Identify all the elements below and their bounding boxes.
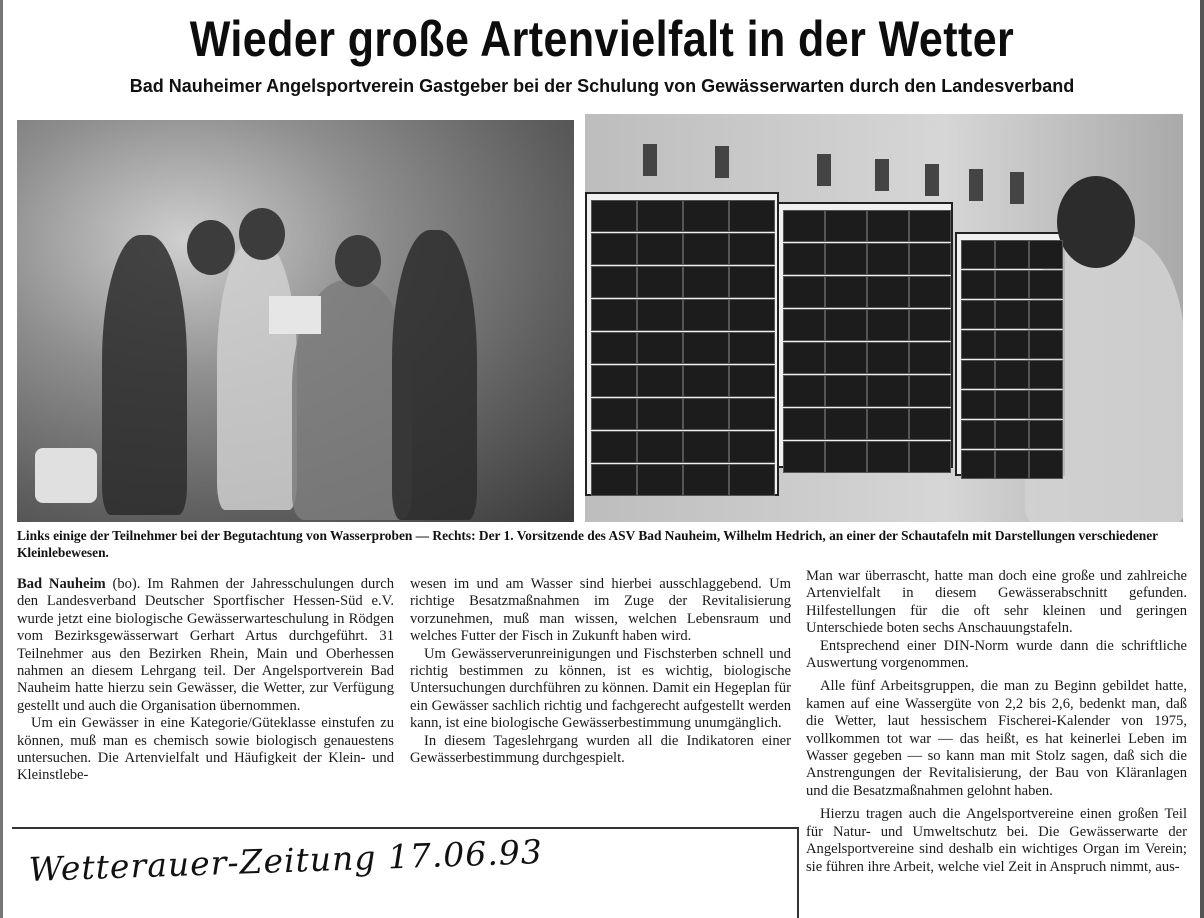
paragraph: Alle fünf Arbeitsgruppen, die man zu Beginn gebildet hatte, kamen auf eine Wassergüte von 2,2 bis 2,6, bedenkt man, daß die Wetter, laut hessischem Fischerei-Kalender von 1975, vollkommen tot war — das heißt, es hat keinerlei Leben im Wasser gegeben — so kann man mit Stolz sagen, daß sich die Anstrengungen der Revitalisierung, der Bau von Kläranlagen und die Besatzmaßnahmen gelohnt haben. <box>806 678 1187 799</box>
photo-water-samples <box>17 120 574 522</box>
specimen-picture <box>825 375 867 407</box>
text-column-1 <box>17 576 394 785</box>
specimen-picture <box>637 200 683 232</box>
specimen-picture <box>591 365 637 397</box>
person-head <box>187 220 235 275</box>
board-clip <box>643 144 657 176</box>
specimen-picture <box>995 390 1029 419</box>
text-column-2 <box>410 576 791 767</box>
specimen-picture <box>729 431 775 463</box>
specimen-picture <box>961 390 995 419</box>
board-clip <box>1010 172 1024 204</box>
specimen-picture <box>961 300 995 329</box>
specimen-picture <box>683 398 729 430</box>
specimen-picture <box>683 299 729 331</box>
specimen-picture <box>909 342 951 374</box>
specimen-picture <box>783 243 825 275</box>
specimen-picture <box>1029 330 1063 359</box>
specimen-picture <box>867 276 909 308</box>
paragraph: In diesem Tageslehrgang wurden all die Indikatoren einer Gewässerbestimmung durchgespielt. <box>410 732 791 767</box>
specimen-picture <box>729 464 775 496</box>
paragraph: (bo). Im Rahmen der Jahresschulungen durch den Landesverband Deutscher Sportfischer Hessen-Süd e.V. wurde jetzt eine biologische Gewässerwarteschulung in Rödgen vom Bezirksgewässerwart Gerhart Artus durchgeführt. 31 Teilnehmer aus den Bezirken Rhein, Main und Oberhessen nahmen an diesem Lehrgang teil. Der Angelsportverein Bad Nauheim hatte hierzu sein Gewässer, die Wetter, zur Verfügung gestellt und auch die Organisation übernommen. <box>17 576 394 714</box>
specimen-picture <box>729 200 775 232</box>
person-figure <box>217 240 297 510</box>
specimen-picture <box>867 210 909 242</box>
paragraph: wesen im und am Wasser sind hierbei ausschlaggebend. Um richtige Besatzmaßnahmen im Zuge der Revitalisierung vorzunehmen, muß man wissen, welchen Lebensraum und welches Futter der Fisch in Zukunft haben wird. <box>410 576 791 645</box>
specimen-picture <box>825 309 867 341</box>
specimen-picture <box>637 233 683 265</box>
specimen-picture <box>825 276 867 308</box>
article-headline: Wieder große Artenvielfalt in der Wetter <box>189 11 1015 67</box>
specimen-picture <box>867 375 909 407</box>
board-clip <box>875 159 889 191</box>
specimen-picture <box>909 408 951 440</box>
specimen-picture <box>591 266 637 298</box>
specimen-picture <box>783 375 825 407</box>
specimen-picture <box>867 309 909 341</box>
scan-edge-left <box>0 0 3 918</box>
specimen-picture <box>683 233 729 265</box>
divider-vertical <box>797 827 799 918</box>
specimen-picture <box>825 441 867 473</box>
specimen-picture <box>909 309 951 341</box>
specimen-picture <box>637 431 683 463</box>
specimen-picture <box>783 210 825 242</box>
specimen-picture <box>783 441 825 473</box>
specimen-picture <box>637 332 683 364</box>
specimen-picture <box>1029 240 1063 269</box>
person-figure <box>392 230 477 520</box>
board-clip <box>925 164 939 196</box>
specimen-picture <box>1029 390 1063 419</box>
specimen-picture <box>591 299 637 331</box>
specimen-picture <box>995 240 1029 269</box>
specimen-picture <box>995 420 1029 449</box>
specimen-picture <box>1029 420 1063 449</box>
specimen-picture <box>729 266 775 298</box>
specimen-picture <box>591 431 637 463</box>
specimen-picture <box>909 210 951 242</box>
specimen-picture <box>961 360 995 389</box>
specimen-picture <box>591 464 637 496</box>
divider-horizontal <box>12 827 798 829</box>
person-head <box>239 208 285 260</box>
specimen-picture <box>825 210 867 242</box>
board-clip <box>715 146 729 178</box>
specimen-picture <box>1029 300 1063 329</box>
specimen-picture <box>961 270 995 299</box>
text-column-3 <box>806 568 1187 876</box>
specimen-picture <box>961 450 995 479</box>
specimen-picture <box>683 266 729 298</box>
photo-caption: Links einige der Teilnehmer bei der Begutachtung von Wasserproben — Rechts: Der 1. Vorsitzende des ASV Bad Nauheim, Wilhelm Hedrich, an einer der Schautafeln mit Darstellungen verschiedener Kleinlebewesen. <box>17 528 1158 560</box>
specimen-picture <box>995 270 1029 299</box>
specimen-picture <box>783 276 825 308</box>
specimen-picture <box>729 365 775 397</box>
specimen-picture <box>637 299 683 331</box>
specimen-picture <box>995 360 1029 389</box>
bucket <box>35 448 97 503</box>
specimen-picture <box>1029 270 1063 299</box>
article-subheadline: Bad Nauheimer Angelsportverein Gastgeber bei der Schulung von Gewässerwarten durch den Landesverband <box>129 76 1075 96</box>
specimen-picture <box>729 299 775 331</box>
specimen-picture <box>961 420 995 449</box>
specimen-picture <box>683 365 729 397</box>
specimen-picture <box>867 243 909 275</box>
specimen-picture <box>729 332 775 364</box>
specimen-picture <box>683 200 729 232</box>
specimen-picture <box>867 408 909 440</box>
board-clip <box>817 154 831 186</box>
specimen-picture <box>909 276 951 308</box>
specimen-picture <box>637 266 683 298</box>
specimen-picture <box>909 375 951 407</box>
specimen-picture <box>867 342 909 374</box>
specimen-picture <box>825 243 867 275</box>
specimen-picture <box>591 233 637 265</box>
specimen-picture <box>995 300 1029 329</box>
specimen-picture <box>961 330 995 359</box>
specimen-picture <box>683 332 729 364</box>
specimen-picture <box>909 441 951 473</box>
person-head <box>335 235 381 287</box>
specimen-picture <box>995 330 1029 359</box>
paragraph: Entsprechend einer DIN-Norm wurde dann die schriftliche Auswertung vorgenommen. <box>806 637 1187 672</box>
person-figure <box>102 235 187 515</box>
board-clip <box>969 169 983 201</box>
handwritten-source-note: Wetterauer-Zeitung 17.06.93 <box>28 832 544 889</box>
clipboard-paper <box>269 296 321 334</box>
scan-edge-right <box>1200 0 1204 918</box>
paragraph: Um ein Gewässer in eine Kategorie/Güteklasse einstufen zu können, muß man es chemisch sowie biologisch genauestens untersuchen. Die Artenvielfalt und Häufigkeit der Klein- und Kleinstlebe- <box>17 715 394 784</box>
paragraph: Hierzu tragen auch die Angelsportvereine einen großen Teil für Natur- und Umweltschutz bei. Die Gewässerwarte der Angelsportvereine sind deshalb ein wichtiges Organ im Verein; sie führen ihre Arbeit, welche viel Zeit in Anspruch nimmt, aus- <box>806 806 1187 875</box>
specimen-picture <box>591 200 637 232</box>
specimen-picture <box>729 398 775 430</box>
specimen-picture <box>1029 360 1063 389</box>
paragraph: Man war überrascht, hatte man doch eine große und zahlreiche Artenvielfalt in diesem Gewässerabschnitt gefunden. Hilfestellungen für die oft sehr kleinen und geringen Unterschiede boten sechs Anschauungstafeln. <box>806 568 1187 637</box>
specimen-picture <box>637 398 683 430</box>
specimen-picture <box>729 233 775 265</box>
specimen-picture <box>961 240 995 269</box>
specimen-picture <box>783 309 825 341</box>
specimen-picture <box>825 342 867 374</box>
photo-display-boards <box>585 114 1183 522</box>
specimen-picture <box>591 332 637 364</box>
dateline: Bad Nauheim <box>17 576 106 592</box>
specimen-picture <box>1029 450 1063 479</box>
specimen-picture <box>591 398 637 430</box>
specimen-picture <box>637 365 683 397</box>
specimen-picture <box>995 450 1029 479</box>
specimen-picture <box>825 408 867 440</box>
specimen-picture <box>683 464 729 496</box>
specimen-picture <box>867 441 909 473</box>
specimen-picture <box>783 342 825 374</box>
specimen-picture <box>909 243 951 275</box>
person-head <box>1057 176 1135 268</box>
specimen-picture <box>683 431 729 463</box>
paragraph: Um Gewässerverunreinigungen und Fischsterben schnell und richtig bestimmen zu können, ist es wichtig, biologische Untersuchungen durchführen zu können. Damit ein Hegeplan für ein Gewässer sachlich richtig und fachgerecht aufgestellt werden kann, ist eine biologische Gewässerbestimmung unumgänglich. <box>410 645 791 732</box>
specimen-picture <box>637 464 683 496</box>
specimen-picture <box>783 408 825 440</box>
